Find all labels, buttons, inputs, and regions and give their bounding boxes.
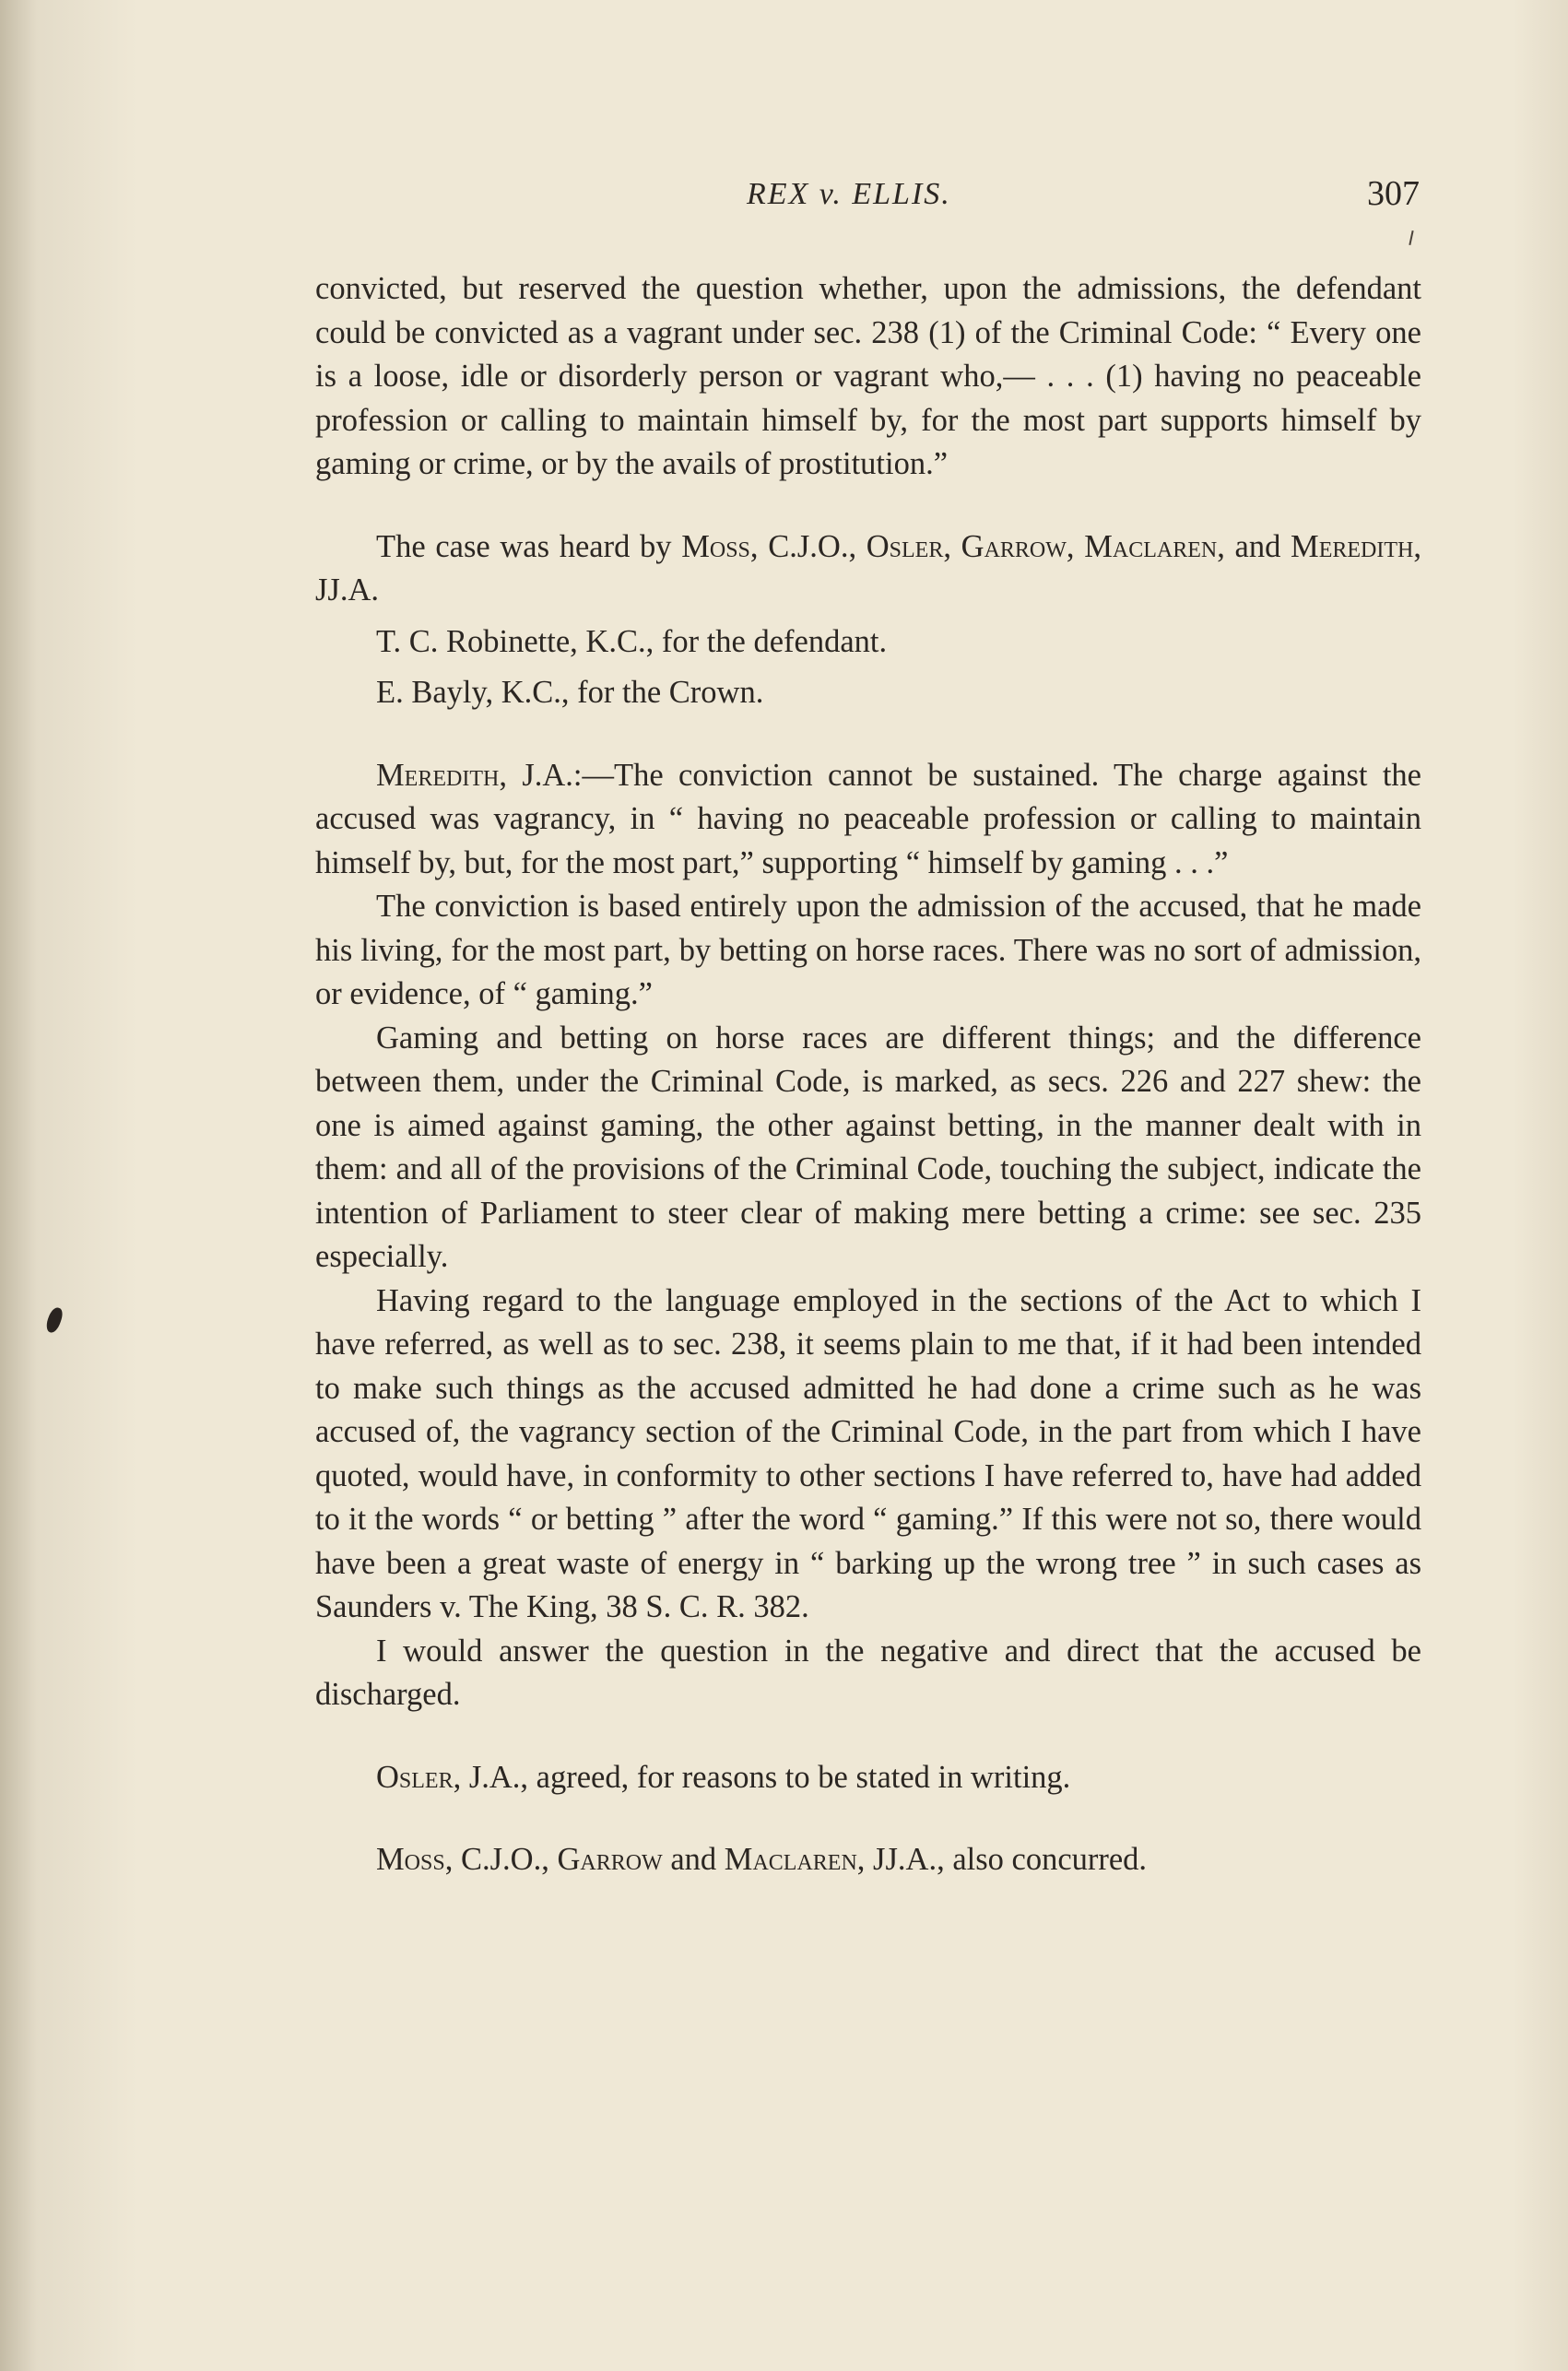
judge-name-garrow: Garrow xyxy=(961,528,1067,564)
judge-name-maclaren: Maclaren xyxy=(724,1842,857,1877)
paragraph-counsel-defendant: T. C. Robinette, K.C., for the defendant. xyxy=(376,623,888,659)
judge-name-osler: Osler xyxy=(866,528,944,564)
text-run: , J.A., agreed, for reasons to be stated in writing. xyxy=(453,1759,1071,1795)
text-run: , JJ.A., also concurred. xyxy=(856,1842,1148,1877)
paragraph-reserved-question: convicted, but reserved the question whether, upon the admissions, the defendant could be convicted as a vagrant under sec. 238 (1) of the Criminal Code: “ Every one is a loose, idle or disorderly person or vagrant who,— . . . (1) having no peaceable profession or calling to maintain himself by, for the most part supports himself by gaming or crime, or by the avails of prostitution.” xyxy=(315,271,1421,481)
paragraph-statutory-language: Having regard to the language employed in the sections of the Act to which I have referred, as well as to sec. 238, it seems plain to me that, if it had been intended to make such things as the accused admitted he had done a crime such as he was accused of, the vagrancy section of the Criminal Code, in the part from which I have quoted, would have, in conformity to other sections I have referred to, have had added to it the words “ or betting ” after the word “ gaming.” If this were not so, there would have been a great waste of energy in “ barking up the wrong tree ” in such cases as Saunders v. The King, 38 S. C. R. 382. xyxy=(315,1282,1421,1624)
judge-name-garrow: Garrow xyxy=(557,1842,663,1877)
judge-name-osler: Osler xyxy=(376,1759,454,1795)
ink-tick-mark xyxy=(1409,230,1413,245)
text-run: The case was heard by xyxy=(376,528,682,564)
paragraph-counsel-crown: E. Bayly, K.C., for the Crown. xyxy=(376,675,764,710)
ink-blot-mark xyxy=(44,1306,65,1335)
running-title: REX v. ELLIS. xyxy=(747,177,951,211)
body-text xyxy=(315,267,1421,1882)
text-run: , JJ.A. xyxy=(315,528,1421,607)
judge-name-moss: Moss xyxy=(376,1842,445,1877)
paragraph-gaming-vs-betting: Gaming and betting on horse races are different things; and the difference between them, under the Criminal Code, is marked, as secs. 226 and 227 shew: the one is aimed against gaming, the other against betting, in the manner dealt with in them: and all of the provisions of the Criminal Code, touching the subject, indicate the intention of Parliament to steer clear of making mere betting a crime: see sec. 235 especially. xyxy=(315,1020,1421,1274)
text-run: , C.J.O., xyxy=(749,528,867,564)
text-run: , C.J.O., xyxy=(444,1842,558,1877)
paragraph-meredith-judgment xyxy=(315,754,1421,886)
text-run: , xyxy=(943,528,961,564)
paragraph-conviction-basis: The conviction is based entirely upon the admission of the accused, that he made his living, for the most part, by betting on horse races. There was no sort of admission, or evidence, of “ gaming.” xyxy=(315,889,1421,1011)
judge-name-moss: Moss xyxy=(681,528,750,564)
text-run: and xyxy=(662,1842,725,1877)
text-run: , xyxy=(1066,528,1085,564)
text-run: , J.A.:—The conviction cannot be sustained. The charge against the accused was vagrancy, in “ having no peaceable profession or calling to maintain himself by, but, for the most part,” supporting “ himself by gaming . . .” xyxy=(315,757,1421,880)
judge-name-meredith: Meredith xyxy=(1291,528,1414,564)
judge-name-maclaren: Maclaren xyxy=(1084,528,1218,564)
paragraph-osler-agreed xyxy=(315,1756,1421,1800)
judge-name-meredith: Meredith xyxy=(376,757,500,793)
paragraph-court-composition xyxy=(315,525,1421,613)
text-run: , and xyxy=(1217,528,1291,564)
running-head xyxy=(313,174,1420,223)
paragraph-disposition: I would answer the question in the negative and direct that the accused be discharged. xyxy=(315,1633,1421,1712)
page-number: 307 xyxy=(1367,174,1420,213)
paragraph-concurrence xyxy=(315,1838,1421,1882)
